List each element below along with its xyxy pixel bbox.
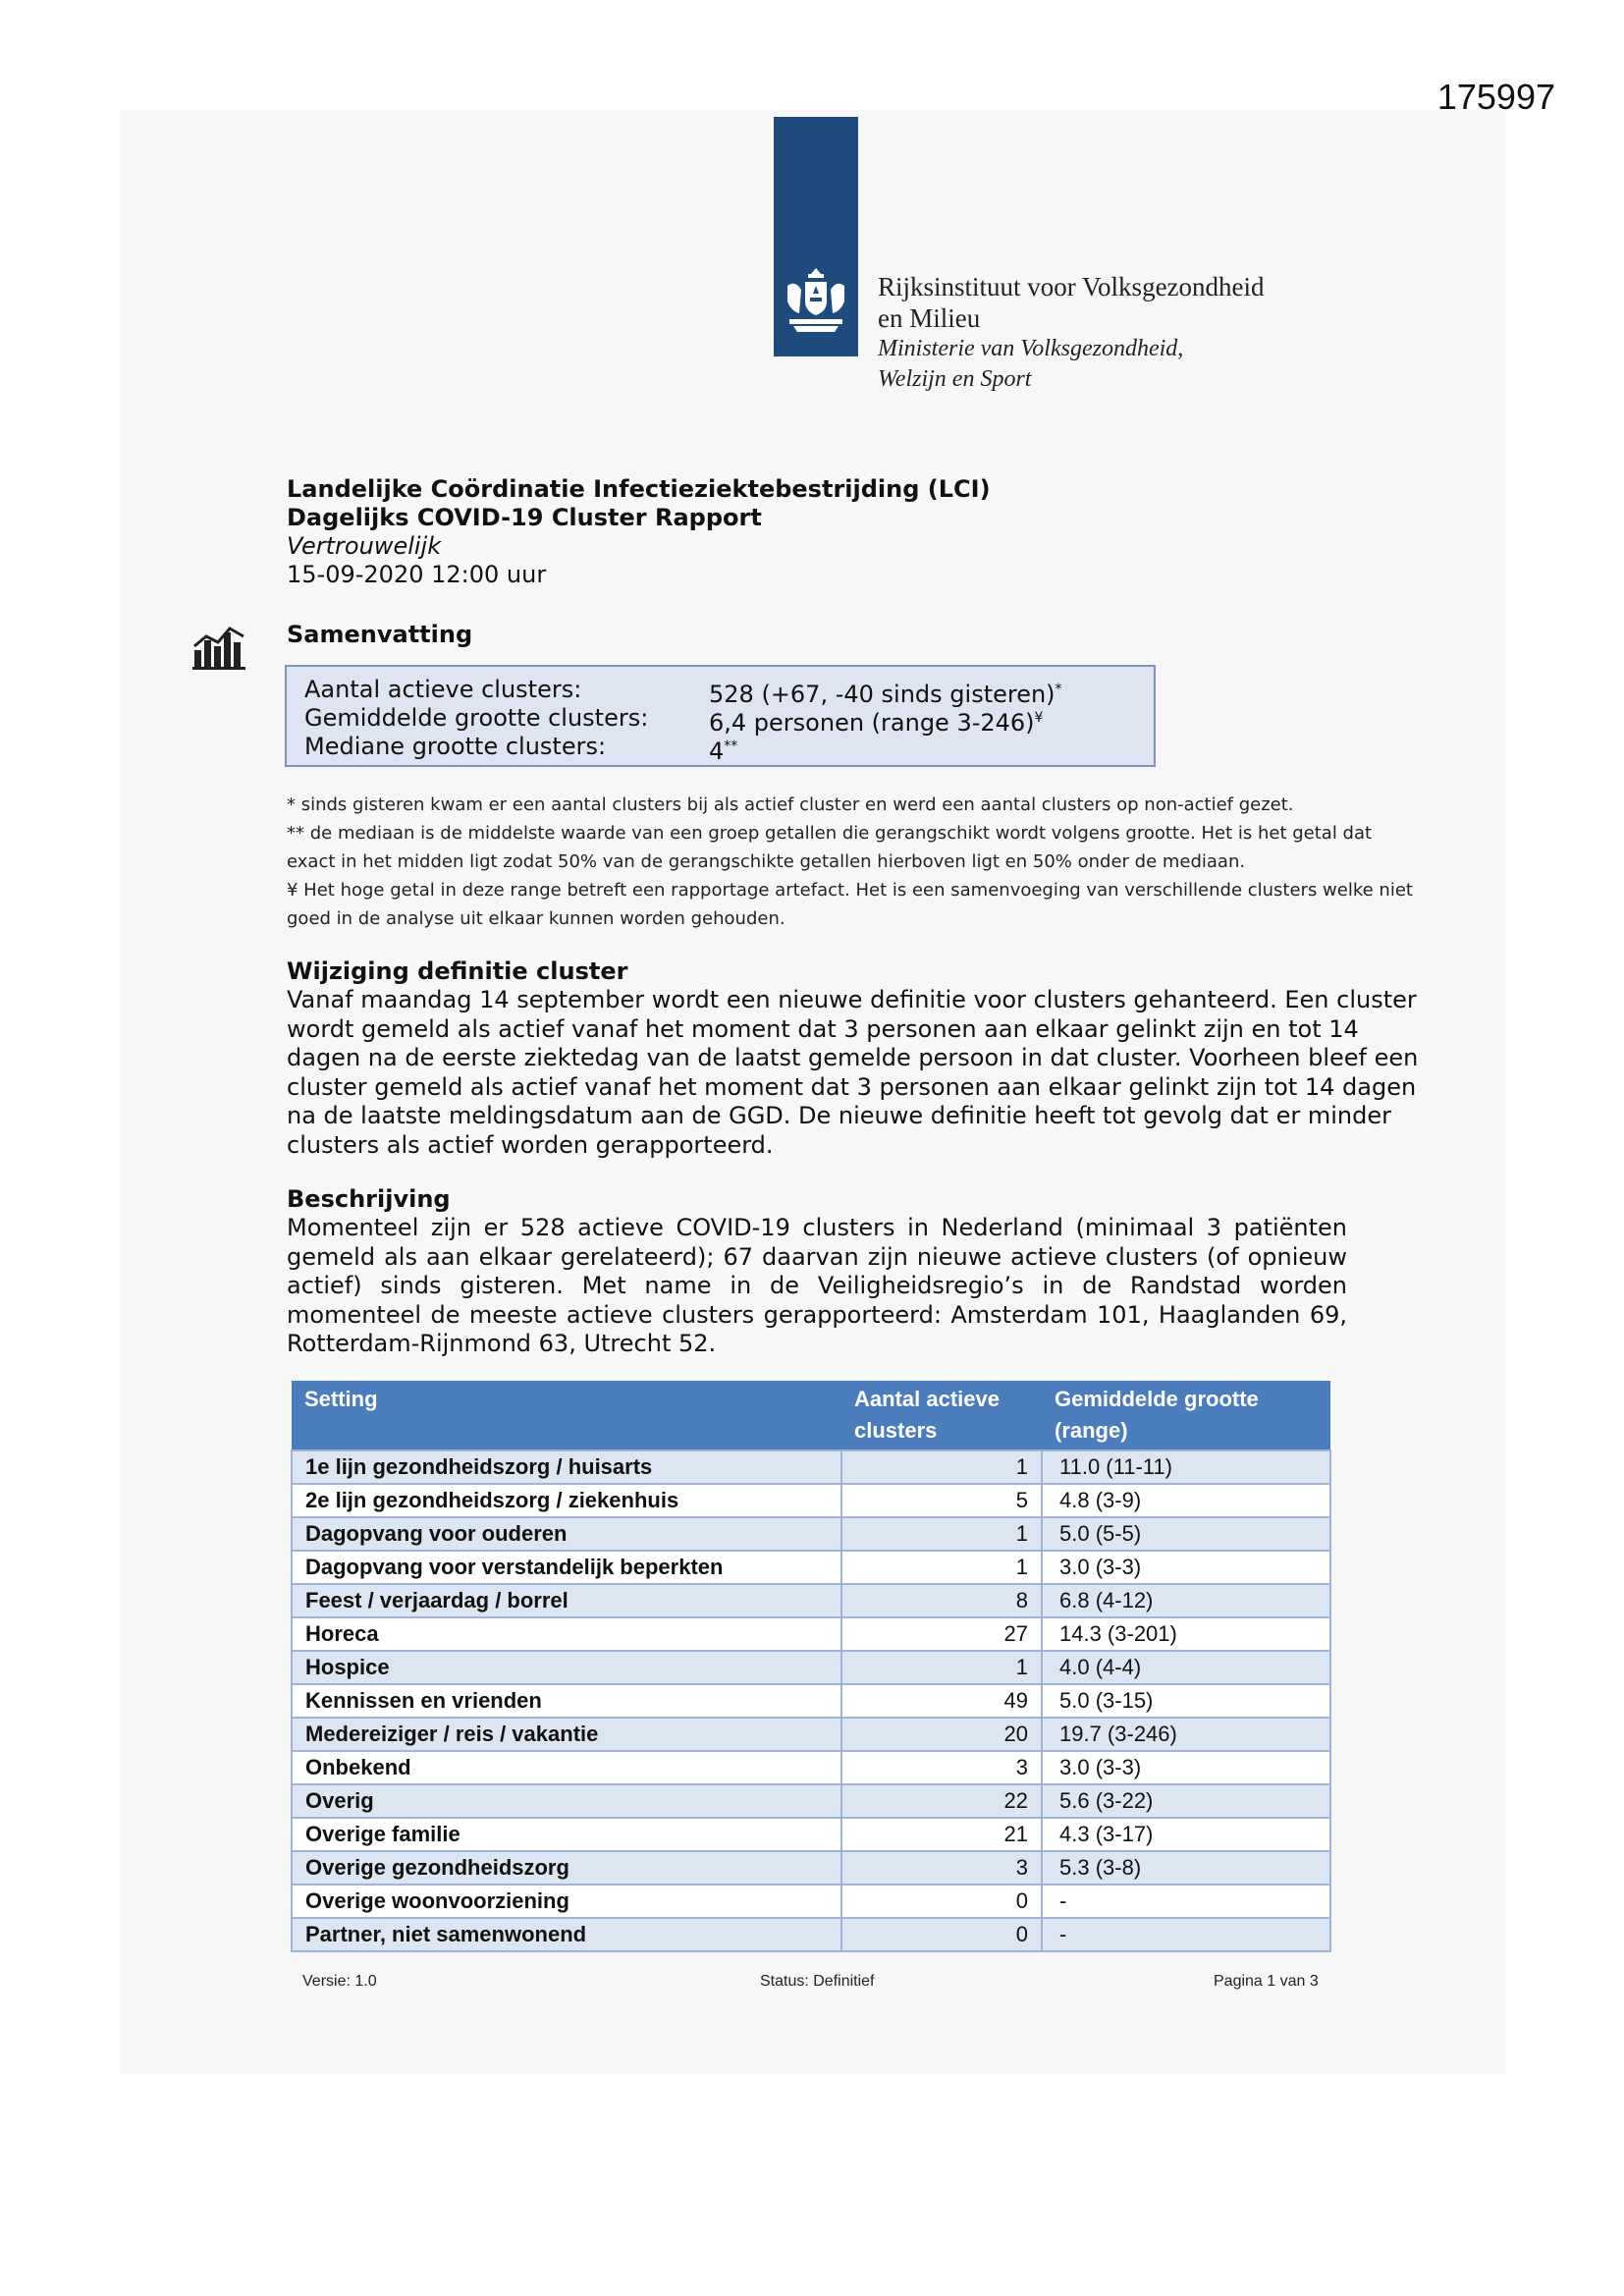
cell-count: 3	[841, 1751, 1042, 1784]
cell-setting: Kennissen en vrienden	[292, 1684, 841, 1718]
cell-setting: 1e lijn gezondheidszorg / huisarts	[292, 1450, 841, 1484]
cell-count: 1	[841, 1651, 1042, 1684]
summary-label-mean: Gemiddelde grootte clusters:	[304, 704, 649, 732]
cell-size: 19.7 (3-246)	[1042, 1718, 1330, 1751]
cell-count: 20	[841, 1718, 1042, 1751]
column-header-setting: Setting	[292, 1381, 841, 1450]
cell-count: 27	[841, 1617, 1042, 1651]
cell-count: 1	[841, 1551, 1042, 1584]
report-header	[287, 475, 991, 589]
cell-count: 8	[841, 1584, 1042, 1617]
cell-size: 4.3 (3-17)	[1042, 1818, 1330, 1851]
table-row	[292, 1617, 1330, 1651]
cell-setting: Dagopvang voor ouderen	[292, 1517, 841, 1551]
description-heading: Beschrijving	[287, 1185, 451, 1213]
cell-count: 49	[841, 1684, 1042, 1718]
table-row	[292, 1818, 1330, 1851]
cell-size: 5.0 (3-15)	[1042, 1684, 1330, 1718]
cell-size: 5.3 (3-8)	[1042, 1851, 1330, 1885]
bar-chart-icon	[192, 625, 247, 670]
cell-setting: Medereiziger / reis / vakantie	[292, 1718, 841, 1751]
footnote-2: ** de mediaan is de middelste waarde van een groep getallen die gerangschikt wordt volgens grootte. Het is het getal dat exact in het midden ligt zodat 50% van de gerangschikte getallen hierboven ligt en 50% onder de mediaan.	[287, 823, 1373, 872]
column-header-size: Gemiddelde grootte (range)	[1042, 1381, 1330, 1450]
org-line-1: Rijksinstituut voor Volksgezondheid	[878, 272, 1265, 301]
cell-count: 22	[841, 1784, 1042, 1818]
cell-setting: Partner, niet samenwonend	[292, 1918, 841, 1951]
summary-value-median: 4**	[709, 738, 738, 765]
cell-size: 4.8 (3-9)	[1042, 1484, 1330, 1517]
org-line-3: Ministerie van Volksgezondheid,	[878, 336, 1184, 361]
summary-box	[285, 665, 1156, 767]
cell-count: 0	[841, 1885, 1042, 1918]
table-row	[292, 1484, 1330, 1517]
table-row	[292, 1751, 1330, 1784]
summary-label-median: Mediane grootte clusters:	[304, 733, 607, 760]
definition-heading: Wijziging definitie cluster	[287, 957, 628, 985]
footer-page: Pagina 1 van 3	[1214, 1973, 1319, 1990]
cell-setting: Feest / verjaardag / borrel	[292, 1584, 841, 1617]
cell-size: 11.0 (11-11)	[1042, 1450, 1330, 1484]
cell-setting: Hospice	[292, 1651, 841, 1684]
cell-count: 1	[841, 1517, 1042, 1551]
table-row	[292, 1584, 1330, 1617]
footnote-mark: ¥	[1034, 710, 1044, 726]
table-body	[292, 1450, 1330, 1951]
report-datetime: 15-09-2020 12:00 uur	[287, 561, 547, 588]
organization-name	[878, 271, 1265, 395]
table-row	[292, 1851, 1330, 1885]
org-line-4: Welzijn en Sport	[878, 366, 1032, 392]
footer-status: Status: Definitief	[760, 1973, 875, 1990]
table-row	[292, 1718, 1330, 1751]
column-header-count: Aantal actieve clusters	[841, 1381, 1042, 1450]
cluster-table	[291, 1381, 1329, 1952]
cell-setting: Dagopvang voor verstandelijk beperkten	[292, 1551, 841, 1584]
table-row	[292, 1517, 1330, 1551]
coat-of-arms-icon	[782, 264, 850, 339]
report-subtitle: Dagelijks COVID-19 Cluster Rapport	[287, 504, 762, 531]
footnote-3: ¥ Het hoge getal in deze range betreft een rapportage artefact. Het is een samenvoeging van verschillende clusters welke niet goed in de analyse uit elkaar kunnen worden gehouden.	[287, 880, 1413, 929]
footnotes	[287, 791, 1416, 933]
table-row	[292, 1784, 1330, 1818]
confidential-label: Vertrouwelijk	[287, 532, 442, 560]
summary-heading: Samenvatting	[287, 621, 473, 648]
cell-setting: Overige familie	[292, 1818, 841, 1851]
cell-size: 14.3 (3-201)	[1042, 1617, 1330, 1651]
report-title: Landelijke Coördinatie Infectieziektebestrijding (LCI)	[287, 475, 991, 503]
cell-size: -	[1042, 1885, 1330, 1918]
footnote-mark: **	[724, 738, 738, 754]
cell-count: 21	[841, 1818, 1042, 1851]
org-line-2: en Milieu	[878, 303, 981, 333]
table-row	[292, 1684, 1330, 1718]
cell-count: 5	[841, 1484, 1042, 1517]
summary-label-active: Aantal actieve clusters:	[304, 676, 582, 703]
cell-size: 6.8 (4-12)	[1042, 1584, 1330, 1617]
footnote-1: * sinds gisteren kwam er een aantal clusters bij als actief cluster en werd een aantal clusters op non-actief gezet.	[287, 794, 1294, 815]
cell-count: 1	[841, 1450, 1042, 1484]
rijksoverheid-logo	[774, 117, 858, 356]
table-row	[292, 1450, 1330, 1484]
cell-setting: 2e lijn gezondheidszorg / ziekenhuis	[292, 1484, 841, 1517]
footnote-mark: *	[1055, 682, 1062, 697]
table-row	[292, 1918, 1330, 1951]
cell-size: 3.0 (3-3)	[1042, 1751, 1330, 1784]
document-number: 175997	[1436, 77, 1555, 117]
cell-count: 0	[841, 1918, 1042, 1951]
summary-value-active: 528 (+67, -40 sinds gisteren)*	[709, 681, 1062, 708]
cell-setting: Overige woonvoorziening	[292, 1885, 841, 1918]
table-header-row	[292, 1381, 1330, 1450]
table-row	[292, 1885, 1330, 1918]
cell-setting: Onbekend	[292, 1751, 841, 1784]
table-row	[292, 1651, 1330, 1684]
table-row	[292, 1551, 1330, 1584]
cell-size: 3.0 (3-3)	[1042, 1551, 1330, 1584]
definition-text: Vanaf maandag 14 september wordt een nieuwe definitie voor clusters gehanteerd. Een cluster wordt gemeld als actief vanaf het moment dat 3 personen aan elkaar gelinkt zijn en tot 14 dagen na de eerste ziektedag van de laatst gemelde persoon in dat cluster. Voorheen bleef een cluster gemeld als actief vanaf het moment dat 3 personen aan elkaar gelinkt zijn tot 14 dagen na de laatste meldingsdatum aan de GGD. De nieuwe definitie heeft tot gevolg dat er minder clusters als actief worden gerapporteerd.	[287, 986, 1419, 1159]
cell-setting: Horeca	[292, 1617, 841, 1651]
cell-setting: Overige gezondheidszorg	[292, 1851, 841, 1885]
cell-size: 5.6 (3-22)	[1042, 1784, 1330, 1818]
cell-size: 5.0 (5-5)	[1042, 1517, 1330, 1551]
cell-setting: Overig	[292, 1784, 841, 1818]
cell-size: -	[1042, 1918, 1330, 1951]
description-text: Momenteel zijn er 528 actieve COVID-19 clusters in Nederland (minimaal 3 patiënten gemeld als aan elkaar gerelateerd); 67 daarvan zijn nieuwe actieve clusters (of opnieuw actief) sinds gisteren. Met name in de Veiligheidsregio’s in de Randstad worden momenteel de meeste actieve clusters gerapporteerd: Amsterdam 101, Haaglanden 69, Rotterdam-Rijnmond 63, Utrecht 52.	[287, 1214, 1347, 1357]
cell-count: 3	[841, 1851, 1042, 1885]
cell-size: 4.0 (4-4)	[1042, 1651, 1330, 1684]
summary-value-mean: 6,4 personen (range 3-246)¥	[709, 709, 1044, 737]
footer-version: Versie: 1.0	[302, 1973, 377, 1990]
